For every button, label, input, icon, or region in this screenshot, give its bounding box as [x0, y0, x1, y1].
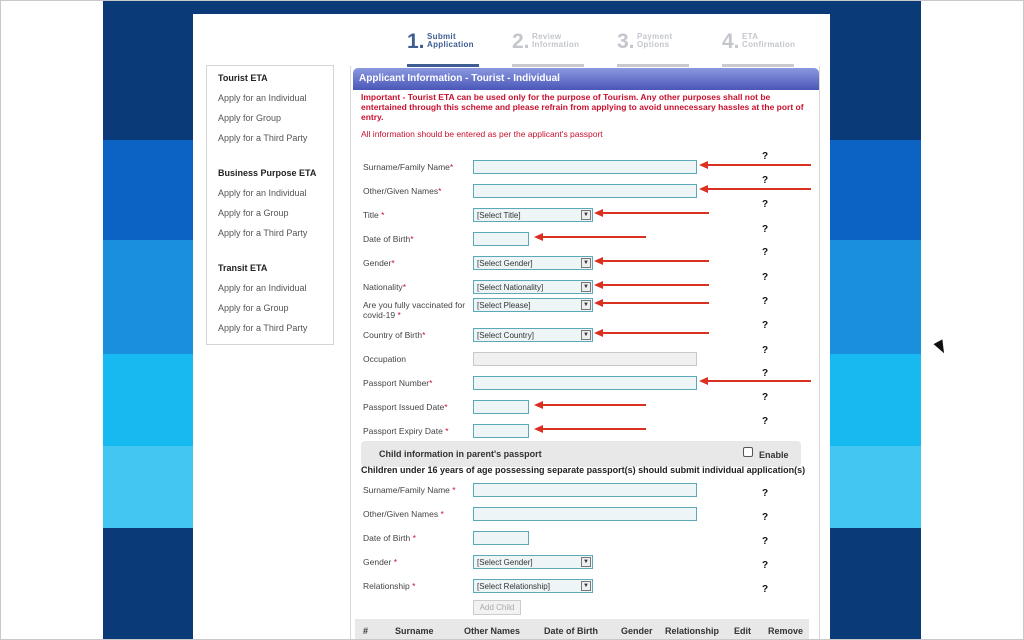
- field-label: Other/Given Names*: [363, 186, 442, 196]
- sidebar-item-transit-group[interactable]: Apply for a Group: [218, 303, 289, 313]
- field-label: Surname/Family Name *: [363, 485, 456, 495]
- enable-label: Enable: [759, 450, 789, 460]
- select-dropdown[interactable]: [Select Gender] ▼: [473, 256, 593, 270]
- table-header-number: #: [363, 626, 369, 636]
- step-number: 4.: [722, 30, 740, 53]
- step-label: Review Information: [532, 32, 580, 49]
- help-icon[interactable]: ?: [762, 488, 769, 499]
- form-header: Applicant Information - Tourist - Individual: [353, 68, 819, 90]
- help-icon[interactable]: ?: [762, 272, 769, 283]
- field-label: Nationality*: [363, 282, 406, 292]
- help-icon[interactable]: ?: [762, 392, 769, 403]
- chevron-down-icon: ▼: [581, 557, 591, 567]
- field-label: Date of Birth *: [363, 533, 416, 543]
- help-icon[interactable]: ?: [762, 560, 769, 571]
- chevron-down-icon: ▼: [581, 258, 591, 268]
- child-note: Children under 16 years of age possessing separate passport(s) should submit individual application(s): [361, 465, 806, 475]
- sidebar-group-title: Business Purpose ETA: [218, 168, 317, 178]
- sidebar-group-title: Tourist ETA: [218, 73, 268, 83]
- select-dropdown[interactable]: [Select Nationality] ▼: [473, 280, 593, 294]
- help-icon[interactable]: ?: [762, 175, 769, 186]
- sidebar-item-business-group[interactable]: Apply for a Group: [218, 208, 289, 218]
- table-header-gender: Gender: [621, 626, 653, 636]
- sidebar-item-transit-individual[interactable]: Apply for an Individual: [218, 283, 307, 293]
- field-label: Passport Issued Date*: [363, 402, 448, 412]
- field-label: Title *: [363, 210, 385, 220]
- step-label: Submit Application: [427, 32, 474, 49]
- field-label: Passport Number*: [363, 378, 433, 388]
- help-icon[interactable]: ?: [762, 512, 769, 523]
- help-icon[interactable]: ?: [762, 296, 769, 307]
- field-label: Date of Birth*: [363, 234, 414, 244]
- chevron-down-icon: ▼: [581, 210, 591, 220]
- field-label: Surname/Family Name*: [363, 162, 454, 172]
- help-icon[interactable]: ?: [762, 199, 769, 210]
- step-label: Payment Options: [637, 32, 673, 49]
- field-label: Country of Birth*: [363, 330, 426, 340]
- chevron-down-icon: ▼: [581, 330, 591, 340]
- table-header-remove: Remove: [768, 626, 804, 636]
- help-icon[interactable]: ?: [762, 320, 769, 331]
- important-notice: Important - Tourist ETA can be used only for the purpose of Tourism. Any other purposes shall not be entertained through this scheme and please refrain from applying to avoid unnecessary hassles at the port of entry.: [361, 92, 804, 122]
- help-icon[interactable]: ?: [762, 536, 769, 547]
- table-header-other-names: Other Names: [464, 626, 521, 636]
- sidebar-item-tourist-individual[interactable]: Apply for an Individual: [218, 93, 307, 103]
- field-label: Passport Expiry Date *: [363, 426, 449, 436]
- chevron-down-icon: ▼: [581, 581, 591, 591]
- field-label: Relationship *: [363, 581, 416, 591]
- select-dropdown[interactable]: [Select Please] ▼: [473, 298, 593, 312]
- chevron-down-icon: ▼: [581, 282, 591, 292]
- sidebar-group-title: Transit ETA: [218, 263, 268, 273]
- field-label: Are you fully vaccinated for covid-19 *: [363, 300, 466, 320]
- chevron-down-icon: ▼: [581, 300, 591, 310]
- passport-note: All information should be entered as per the applicant's passport: [361, 129, 603, 139]
- sidebar-item-business-third-party[interactable]: Apply for a Third Party: [218, 228, 308, 238]
- help-icon[interactable]: ?: [762, 247, 769, 258]
- step-number: 3.: [617, 30, 635, 53]
- sidebar-item-tourist-group[interactable]: Apply for Group: [218, 113, 282, 123]
- step-number: 2.: [512, 30, 530, 53]
- table-header-edit: Edit: [734, 626, 751, 636]
- select-dropdown[interactable]: [Select Title] ▼: [473, 208, 593, 222]
- help-icon[interactable]: ?: [762, 151, 769, 162]
- sidebar-item-transit-third-party[interactable]: Apply for a Third Party: [218, 323, 308, 333]
- field-label: Gender*: [363, 258, 395, 268]
- help-icon[interactable]: ?: [762, 345, 769, 356]
- select-dropdown[interactable]: [Select Country] ▼: [473, 328, 593, 342]
- sidebar-item-tourist-third-party[interactable]: Apply for a Third Party: [218, 133, 308, 143]
- field-label: Gender *: [363, 557, 398, 567]
- add-child-button[interactable]: Add Child: [473, 600, 521, 615]
- child-section-title: Child information in parent's passport: [379, 449, 542, 459]
- step-label: ETA Confirmation: [742, 32, 796, 49]
- select-dropdown[interactable]: [Select Gender] ▼: [473, 555, 593, 569]
- table-header-date-of-birth: Date of Birth: [544, 626, 598, 636]
- table-header-surname: Surname: [395, 626, 434, 636]
- select-dropdown[interactable]: [Select Relationship] ▼: [473, 579, 593, 593]
- sidebar-item-business-individual[interactable]: Apply for an Individual: [218, 188, 307, 198]
- help-icon[interactable]: ?: [762, 416, 769, 427]
- step-number: 1.: [407, 30, 425, 53]
- table-header-relationship: Relationship: [665, 626, 720, 636]
- help-icon[interactable]: ?: [762, 368, 769, 379]
- help-icon[interactable]: ?: [762, 584, 769, 595]
- field-label: Occupation: [363, 354, 406, 364]
- field-label: Other/Given Names *: [363, 509, 444, 519]
- help-icon[interactable]: ?: [762, 224, 769, 235]
